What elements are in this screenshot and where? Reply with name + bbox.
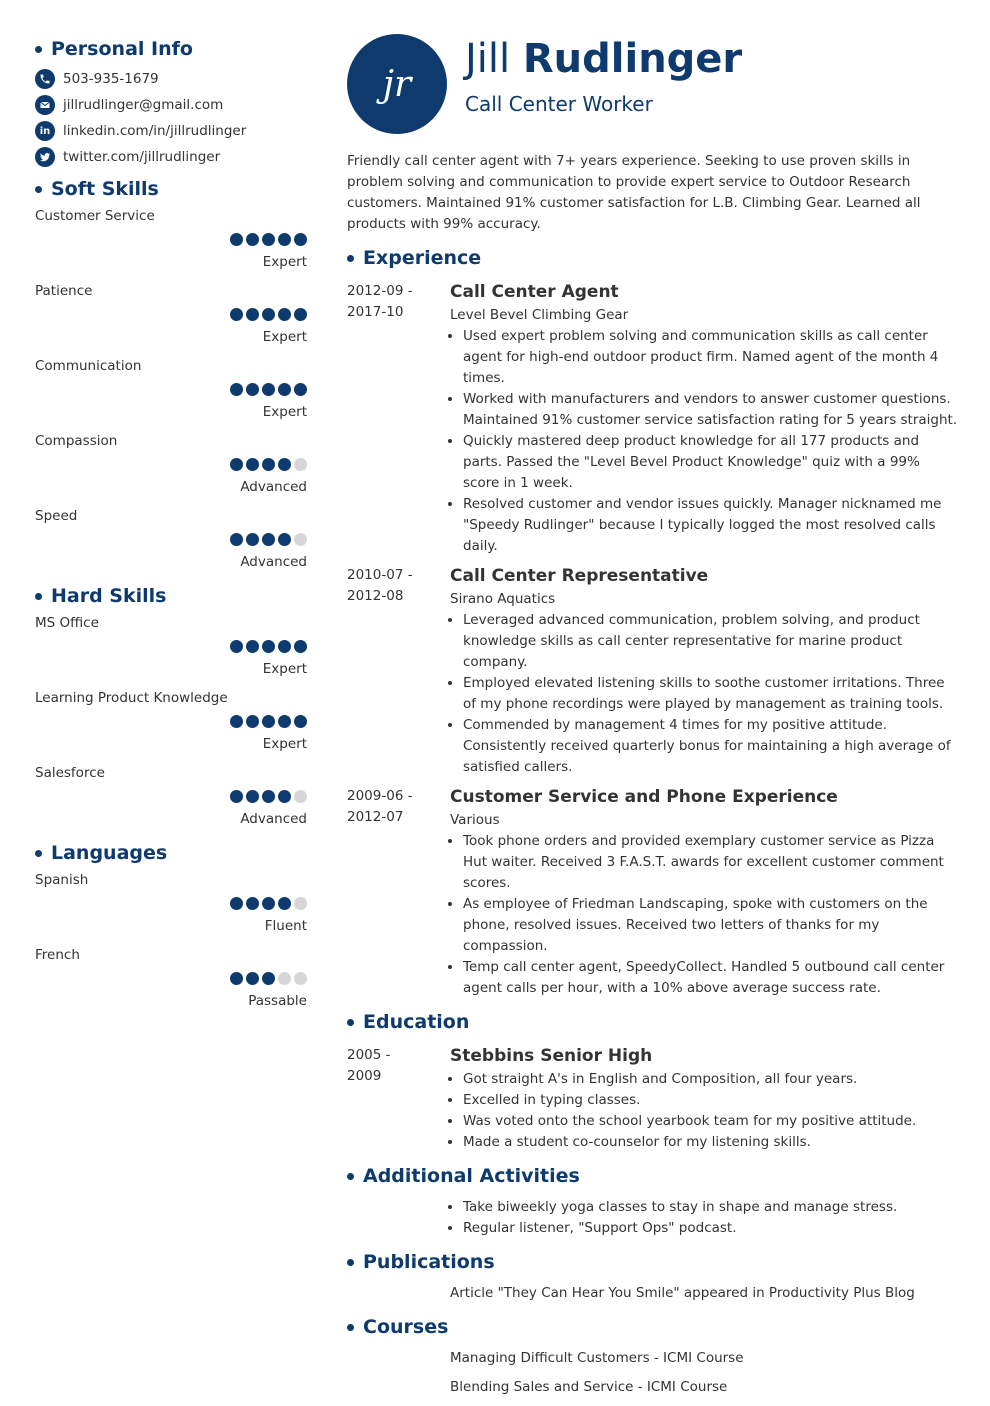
- bullet-dot-icon: [347, 1173, 354, 1180]
- entry-date-start: 2012-09 -: [347, 283, 413, 299]
- rating-dot-filled: [230, 640, 243, 653]
- rating-dot-filled: [246, 897, 259, 910]
- activity-item: • Take biweekly yoga classes to stay in shape and manage stress.: [463, 1197, 959, 1218]
- course-item: Blending Sales and Service - ICMI Course: [450, 1379, 728, 1395]
- entry-date-end: 2017-10: [347, 304, 404, 320]
- entry-title: Call Center Agent: [450, 282, 619, 302]
- rating-dot-empty: [278, 972, 291, 985]
- skill-rating: [230, 533, 307, 546]
- rating-dot-filled: [278, 533, 291, 546]
- entry-date-start: 2005 -: [347, 1047, 391, 1063]
- twitter-icon: [35, 147, 55, 167]
- skill-item: [35, 611, 307, 686]
- contact-twitter[interactable]: [35, 144, 307, 170]
- rating-dot-filled: [230, 790, 243, 803]
- experience-entry: [347, 281, 959, 557]
- rating-dot-filled: [246, 458, 259, 471]
- rating-dot-filled: [262, 458, 275, 471]
- skill-name: Customer Service: [35, 208, 155, 224]
- entry-body: [450, 565, 959, 778]
- languages-list: [35, 868, 307, 1018]
- skill-level: Passable: [248, 993, 307, 1009]
- skill-level: Advanced: [240, 811, 307, 827]
- contact-twitter-text: twitter.com/jillrudlinger: [63, 149, 221, 165]
- rating-dot-empty: [294, 897, 307, 910]
- entry-title: Call Center Representative: [450, 566, 709, 586]
- entry-organization: Sirano Aquatics: [450, 591, 556, 607]
- hard-skills-heading: Hard Skills: [35, 581, 307, 611]
- skill-level: Advanced: [240, 554, 307, 570]
- soft-skills-heading: Soft Skills: [35, 174, 307, 204]
- entry-date: [347, 1045, 450, 1153]
- email-icon: [35, 95, 55, 115]
- education-entry: [347, 1045, 959, 1153]
- summary: Friendly call center agent with 7+ years experience. Seeking to use proven skills in problem solving and communication to provide expert service to Outdoor Research customers. Maintained 91% customer satisfaction for L.B. Climbing Gear. Learned all products with 99% accuracy.: [347, 153, 921, 232]
- bullet-dot-icon: [35, 593, 42, 600]
- rating-dot-filled: [294, 715, 307, 728]
- rating-dot-empty: [294, 458, 307, 471]
- rating-dot-filled: [262, 308, 275, 321]
- rating-dot-filled: [262, 233, 275, 246]
- rating-dot-filled: [262, 790, 275, 803]
- contact-linkedin[interactable]: [35, 118, 307, 144]
- rating-dot-filled: [278, 233, 291, 246]
- bullet-dot-icon: [35, 46, 42, 53]
- entry-organization: Level Bevel Climbing Gear: [450, 307, 629, 323]
- bullet-item: • Was voted onto the school yearbook team for my positive attitude.: [463, 1111, 959, 1132]
- experience-entry: [347, 565, 959, 778]
- bullet-dot-icon: [347, 1019, 354, 1026]
- rating-dot-filled: [230, 383, 243, 396]
- bullet-item: • Got straight A's in English and Composition, all four years.: [463, 1069, 959, 1090]
- skill-item: [35, 429, 307, 504]
- activity-item: • Regular listener, "Support Ops" podcast.: [463, 1218, 959, 1239]
- activities-heading: Additional Activities: [347, 1161, 959, 1191]
- activities-list: [450, 1197, 959, 1239]
- rating-dot-filled: [262, 533, 275, 546]
- avatar: jr: [347, 34, 447, 134]
- rating-dot-filled: [294, 233, 307, 246]
- bullet-item: • Commended by management 4 times for my positive attitude. Consistently received quarterly bonus for maintaining a high average of satisfied callers.: [463, 715, 959, 778]
- contact-phone-text: 503-935-1679: [63, 71, 159, 87]
- entry-bullets: [450, 831, 959, 999]
- bullet-item: • Made a student co-counselor for my listening skills.: [463, 1132, 959, 1153]
- entry-date-end: 2009: [347, 1068, 382, 1084]
- courses-list: [347, 1348, 959, 1398]
- rating-dot-filled: [246, 308, 259, 321]
- rating-dot-filled: [246, 715, 259, 728]
- rating-dot-empty: [294, 972, 307, 985]
- rating-dot-filled: [230, 897, 243, 910]
- entry-body: [450, 281, 959, 557]
- entry-date-start: 2009-06 -: [347, 788, 413, 804]
- bullet-dot-icon: [35, 186, 42, 193]
- skill-rating: [230, 790, 307, 803]
- skill-rating: [230, 897, 307, 910]
- rating-dot-filled: [230, 308, 243, 321]
- entry-date: [347, 281, 450, 557]
- skill-level: Fluent: [264, 918, 307, 934]
- rating-dot-filled: [230, 233, 243, 246]
- rating-dot-filled: [230, 458, 243, 471]
- entry-date: [347, 565, 450, 778]
- bullet-dot-icon: [347, 255, 354, 262]
- course-item: Managing Difficult Customers - ICMI Course: [450, 1350, 744, 1366]
- experience-heading: Experience: [347, 243, 959, 273]
- soft-skills-list: [35, 204, 307, 579]
- first-name: Jill: [465, 36, 511, 82]
- entry-bullets: [450, 610, 959, 778]
- entry-body: [450, 786, 959, 999]
- skill-item: [35, 504, 307, 579]
- bullet-item: • Used expert problem solving and communication skills as call center agent for high-end outdoor product firm. Named agent of the month 4 times.: [463, 326, 959, 389]
- rating-dot-filled: [230, 533, 243, 546]
- rating-dot-filled: [278, 715, 291, 728]
- bullet-item: • As employee of Friedman Landscaping, spoke with customers on the phone, resolved issues. Received two letters of thanks for my compassion.: [463, 894, 959, 957]
- experience-list: [347, 281, 959, 999]
- entry-title: Stebbins Senior High: [450, 1046, 653, 1066]
- bullet-item: • Excelled in typing classes.: [463, 1090, 959, 1111]
- rating-dot-filled: [278, 458, 291, 471]
- skill-name: Compassion: [35, 433, 118, 449]
- skill-item: [35, 354, 307, 429]
- rating-dot-filled: [262, 972, 275, 985]
- hard-skills-list: [35, 611, 307, 836]
- contact-email[interactable]: [35, 92, 307, 118]
- skill-name: Spanish: [35, 872, 89, 888]
- entry-date-end: 2012-07: [347, 809, 404, 825]
- skill-level: Expert: [262, 329, 307, 345]
- rating-dot-filled: [262, 383, 275, 396]
- skill-rating: [230, 458, 307, 471]
- publications-heading: Publications: [347, 1247, 959, 1277]
- experience-entry: [347, 786, 959, 999]
- linkedin-icon: in: [35, 121, 55, 141]
- bullet-item: • Worked with manufacturers and vendors to answer customer questions. Maintained 91% customer service satisfaction rating for 5 years straight.: [463, 389, 959, 431]
- bullet-item: • Temp call center agent, SpeedyCollect. Handled 5 outbound call center agent calls per hour, with a 10% above average success rate.: [463, 957, 959, 999]
- skill-item: [35, 204, 307, 279]
- personal-info-heading: Personal Info: [35, 34, 307, 64]
- skill-name: Speed: [35, 508, 78, 524]
- rating-dot-filled: [278, 383, 291, 396]
- education-heading: Education: [347, 1007, 959, 1037]
- skill-item: [35, 761, 307, 836]
- rating-dot-filled: [262, 715, 275, 728]
- skill-level: Expert: [262, 736, 307, 752]
- entry-date-start: 2010-07 -: [347, 567, 413, 583]
- rating-dot-filled: [246, 533, 259, 546]
- job-title: Call Center Worker: [465, 92, 653, 116]
- skill-item: [35, 868, 307, 943]
- rating-dot-filled: [230, 972, 243, 985]
- skill-rating: [230, 233, 307, 246]
- entry-organization: Various: [450, 812, 500, 828]
- skill-level: Expert: [262, 254, 307, 270]
- rating-dot-filled: [278, 308, 291, 321]
- skill-item: [35, 686, 307, 761]
- entry-bullets: [450, 1069, 959, 1153]
- bullet-dot-icon: [347, 1259, 354, 1266]
- skill-name: MS Office: [35, 615, 99, 631]
- contact-linkedin-text: linkedin.com/in/jillrudlinger: [63, 123, 247, 139]
- rating-dot-empty: [294, 790, 307, 803]
- rating-dot-filled: [246, 233, 259, 246]
- education-list: [347, 1045, 959, 1153]
- courses-heading: Courses: [347, 1312, 959, 1342]
- skill-rating: [230, 383, 307, 396]
- rating-dot-filled: [246, 972, 259, 985]
- rating-dot-filled: [246, 383, 259, 396]
- rating-dot-filled: [262, 897, 275, 910]
- phone-icon: [35, 69, 55, 89]
- bullet-item: • Leveraged advanced communication, problem solving, and product knowledge skills as call center representative for marine product company.: [463, 610, 959, 673]
- languages-heading: Languages: [35, 838, 307, 868]
- rating-dot-filled: [294, 640, 307, 653]
- skill-level: Advanced: [240, 479, 307, 495]
- skill-rating: [230, 715, 307, 728]
- skill-level: Expert: [262, 404, 307, 420]
- bullet-item: • Quickly mastered deep product knowledge for all 177 products and parts. Passed the "Level Bevel Product Knowledge" quiz with a 99% score in 1 week.: [463, 431, 959, 494]
- rating-dot-filled: [294, 308, 307, 321]
- entry-title: Customer Service and Phone Experience: [450, 787, 838, 807]
- bullet-item: • Resolved customer and vendor issues quickly. Manager nicknamed me "Speedy Rudlinger" because I typically logged the most resolved calls daily.: [463, 494, 959, 557]
- rating-dot-empty: [294, 533, 307, 546]
- publications-list: [347, 1283, 959, 1304]
- rating-dot-filled: [262, 640, 275, 653]
- rating-dot-filled: [246, 640, 259, 653]
- sidebar: [35, 34, 307, 1018]
- full-name: [465, 36, 742, 82]
- bullet-item: • Employed elevated listening skills to soothe customer irritations. Three of my phone recordings were played by management as training tools.: [463, 673, 959, 715]
- skill-level: Expert: [262, 661, 307, 677]
- entry-date-end: 2012-08: [347, 588, 404, 604]
- skill-rating: [230, 308, 307, 321]
- rating-dot-filled: [294, 383, 307, 396]
- entry-body: [450, 1045, 959, 1153]
- skill-item: [35, 943, 307, 1018]
- main-content: [347, 34, 959, 1406]
- entry-bullets: [450, 326, 959, 557]
- skill-rating: [230, 972, 307, 985]
- rating-dot-filled: [278, 640, 291, 653]
- skill-name: French: [35, 947, 80, 963]
- last-name: Rudlinger: [522, 36, 743, 82]
- bullet-dot-icon: [35, 850, 42, 857]
- skill-name: Learning Product Knowledge: [35, 690, 228, 706]
- entry-date: [347, 786, 450, 999]
- rating-dot-filled: [278, 897, 291, 910]
- skill-name: Salesforce: [35, 765, 105, 781]
- skill-rating: [230, 640, 307, 653]
- bullet-dot-icon: [347, 1324, 354, 1331]
- skill-name: Patience: [35, 283, 93, 299]
- rating-dot-filled: [230, 715, 243, 728]
- contact-email-text: jillrudlinger@gmail.com: [63, 97, 224, 113]
- contact-phone[interactable]: [35, 66, 307, 92]
- publication-item: Article "They Can Hear You Smile" appeared in Productivity Plus Blog: [450, 1285, 915, 1301]
- rating-dot-filled: [278, 790, 291, 803]
- resume-header: [347, 34, 959, 149]
- rating-dot-filled: [246, 790, 259, 803]
- bullet-item: • Took phone orders and provided exemplary customer service as Pizza Hut waiter. Received 3 F.A.S.T. awards for excellent customer comment scores.: [463, 831, 959, 894]
- skill-item: [35, 279, 307, 354]
- skill-name: Communication: [35, 358, 142, 374]
